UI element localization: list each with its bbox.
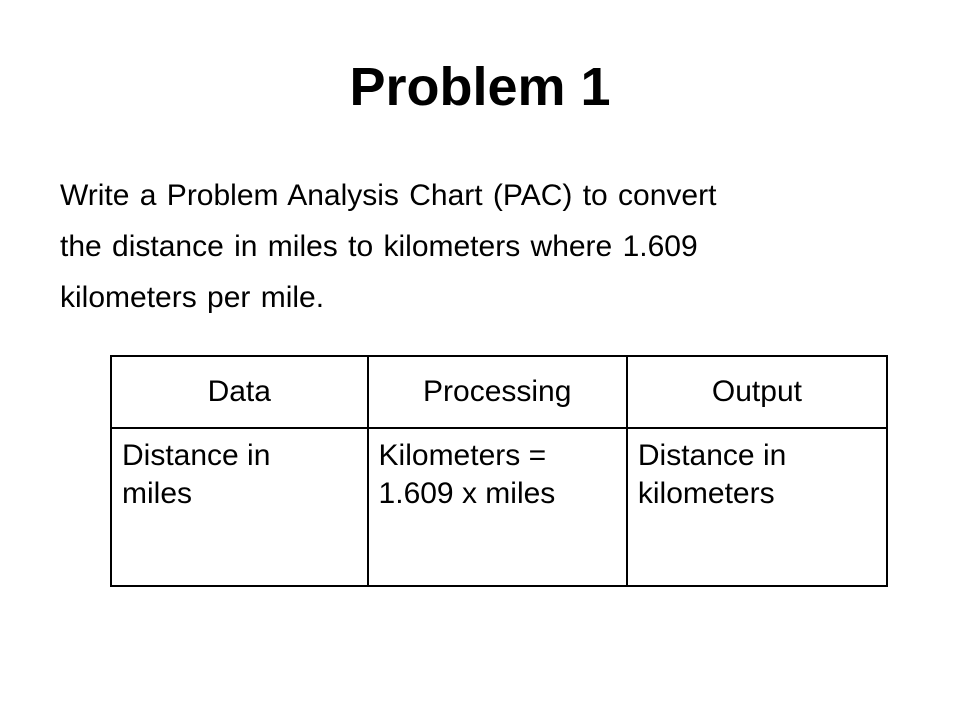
table-row <box>111 428 887 586</box>
problem-statement-line: the distance in miles to kilometers where 1.609 <box>60 230 698 263</box>
cell-line: Distance in <box>637 439 787 472</box>
pac-table <box>110 355 888 587</box>
problem-statement-line: Write a Problem Analysis Chart (PAC) to convert <box>60 179 717 212</box>
pac-cell-data <box>111 428 368 586</box>
pac-header-output: Output <box>627 356 887 428</box>
pac-header-row <box>111 356 887 428</box>
slide-title: Problem 1 <box>349 57 611 117</box>
cell-line: 1.609 x miles <box>378 477 556 510</box>
cell-line: miles <box>122 477 193 510</box>
pac-header-processing: Processing <box>368 356 627 428</box>
problem-statement-line: kilometers per mile. <box>60 281 325 314</box>
cell-line: kilometers <box>637 477 775 510</box>
pac-cell-output <box>627 428 887 586</box>
pac-cell-processing <box>368 428 627 586</box>
problem-statement <box>60 170 920 323</box>
cell-line: Distance in <box>122 439 271 472</box>
cell-line: Kilometers = <box>378 439 547 472</box>
pac-header-data: Data <box>111 356 368 428</box>
